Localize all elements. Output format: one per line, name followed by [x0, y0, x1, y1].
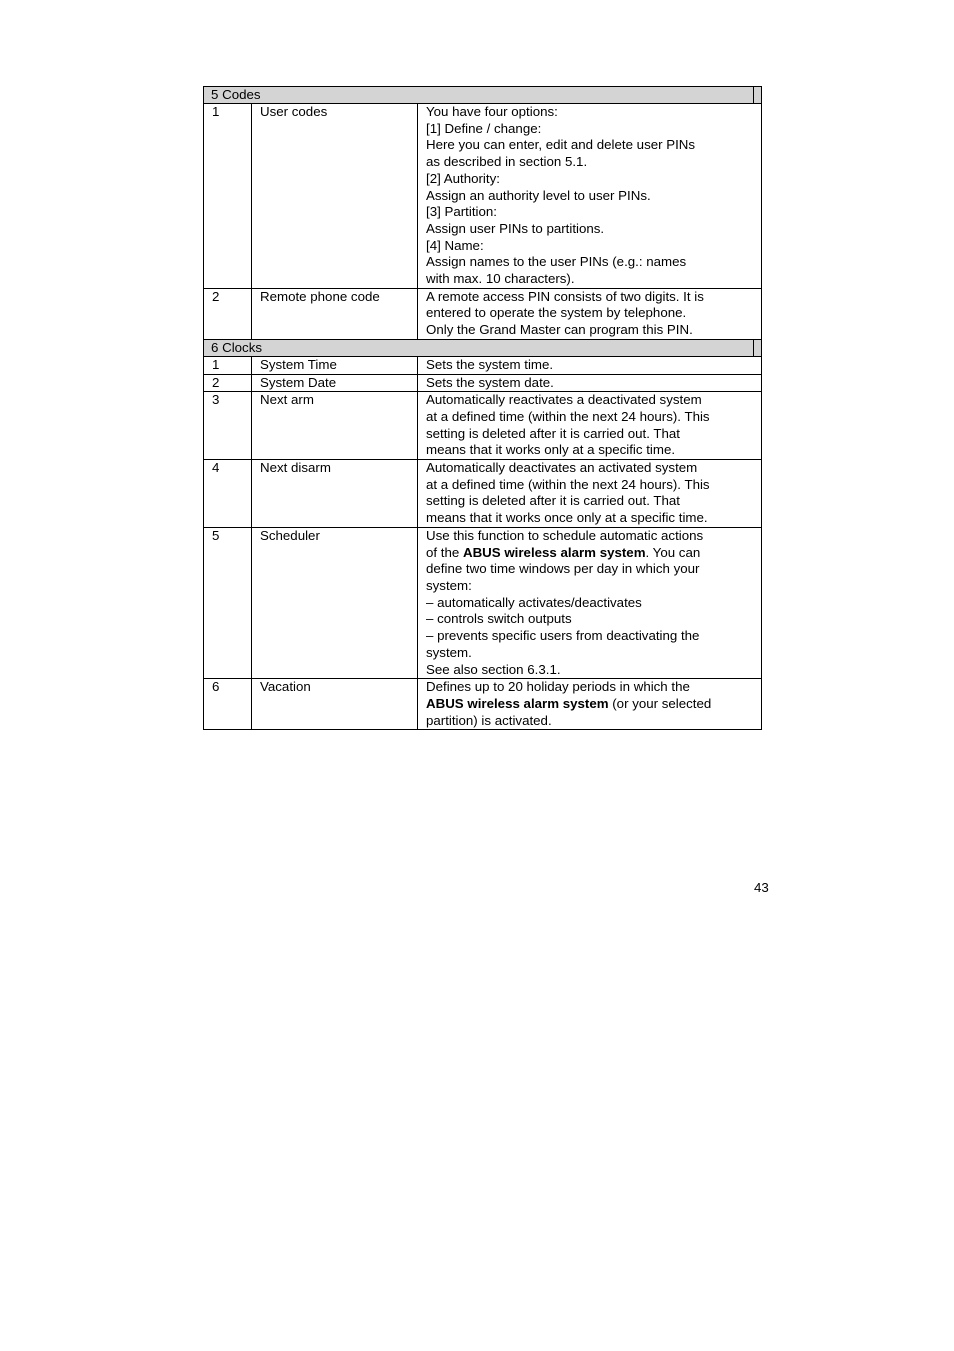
- item-number: 2: [204, 288, 252, 339]
- section-title: 6 Clocks: [211, 339, 262, 355]
- item-description: [418, 679, 762, 730]
- description-line: [426, 595, 761, 612]
- text-segment: Automatically deactivates an activated system: [426, 460, 698, 476]
- item-name: Scheduler: [252, 527, 418, 678]
- text-segment: Here you can enter, edit and delete user PINs: [426, 137, 696, 153]
- table-row: [204, 392, 762, 460]
- description-line: [426, 578, 761, 595]
- description-line: [426, 104, 761, 121]
- text-segment: at a defined time (within the next 24 hours). This: [426, 408, 710, 424]
- text-segment: – prevents specific users from deactivating the: [426, 628, 700, 644]
- item-description: [418, 374, 762, 392]
- item-number: 3: [204, 392, 252, 460]
- description-line: [426, 154, 761, 171]
- item-description: [418, 104, 762, 289]
- text-segment: partition) is activated.: [426, 712, 552, 728]
- description-line: [426, 375, 761, 392]
- description-line: [426, 357, 761, 374]
- text-segment: means that it works once only at a specific time.: [426, 510, 708, 526]
- text-segment: at a defined time (within the next 24 hours). This: [426, 476, 710, 492]
- item-name: System Time: [252, 356, 418, 374]
- description-line: [426, 628, 761, 645]
- text-segment: – controls switch outputs: [426, 611, 572, 627]
- text-segment: – automatically activates/deactivates: [426, 594, 642, 610]
- table-row: [204, 356, 762, 374]
- description-line: [426, 188, 761, 205]
- header-edge: [753, 340, 761, 356]
- text-segment: Assign user PINs to partitions.: [426, 220, 605, 236]
- text-segment: Automatically reactivates a deactivated system: [426, 392, 702, 408]
- description-line: [426, 305, 761, 322]
- text-segment: Only the Grand Master can program this PIN.: [426, 322, 693, 338]
- text-segment: system.: [426, 644, 472, 660]
- product-name-bold: ABUS wireless alarm system: [426, 695, 609, 711]
- description-line: [426, 696, 761, 713]
- text-segment: [3] Partition:: [426, 204, 497, 220]
- text-segment: Defines up to 20 holiday periods in which the: [426, 679, 690, 695]
- description-line: [426, 238, 761, 255]
- description-line: [426, 409, 761, 426]
- item-name: User codes: [252, 104, 418, 289]
- text-segment: [4] Name:: [426, 237, 484, 253]
- menu-reference-table: [203, 86, 762, 730]
- description-line: [426, 611, 761, 628]
- item-number: 1: [204, 104, 252, 289]
- item-name: Next arm: [252, 392, 418, 460]
- description-line: [426, 528, 761, 545]
- text-segment: setting is deleted after it is carried out. That: [426, 493, 681, 509]
- item-number: 1: [204, 356, 252, 374]
- item-description: [418, 527, 762, 678]
- description-line: [426, 460, 761, 477]
- description-line: [426, 645, 761, 662]
- text-segment: means that it works only at a specific time.: [426, 442, 676, 458]
- text-segment: with max. 10 characters).: [426, 271, 575, 287]
- text-segment: (or your selected: [608, 695, 712, 711]
- section-header: [204, 339, 762, 356]
- text-segment: . You can: [645, 544, 701, 560]
- item-name: Next disarm: [252, 460, 418, 528]
- item-description: [418, 460, 762, 528]
- item-name: System Date: [252, 374, 418, 392]
- table-row: [204, 460, 762, 528]
- text-segment: entered to operate the system by telephone.: [426, 305, 687, 321]
- text-segment: Assign an authority level to user PINs.: [426, 187, 651, 203]
- text-segment: system:: [426, 577, 472, 593]
- item-name: Remote phone code: [252, 288, 418, 339]
- description-line: [426, 171, 761, 188]
- table-row: [204, 104, 762, 289]
- table-body: [204, 87, 762, 730]
- description-line: [426, 561, 761, 578]
- item-number: 6: [204, 679, 252, 730]
- description-line: [426, 510, 761, 527]
- description-line: [426, 204, 761, 221]
- text-segment: Assign names to the user PINs (e.g.: names: [426, 254, 687, 270]
- item-number: 5: [204, 527, 252, 678]
- description-line: [426, 442, 761, 459]
- text-segment: A remote access PIN consists of two digits. It is: [426, 288, 704, 304]
- description-line: [426, 426, 761, 443]
- section-title: 5 Codes: [211, 87, 261, 102]
- description-line: [426, 254, 761, 271]
- table-row: [204, 679, 762, 730]
- text-segment: setting is deleted after it is carried out. That: [426, 425, 681, 441]
- description-line: [426, 477, 761, 494]
- item-description: [418, 356, 762, 374]
- text-segment: [1] Define / change:: [426, 120, 542, 136]
- description-line: [426, 322, 761, 339]
- table-row: [204, 527, 762, 678]
- item-number: 2: [204, 374, 252, 392]
- text-segment: Sets the system time.: [426, 356, 554, 372]
- description-line: [426, 392, 761, 409]
- section-header: [204, 87, 762, 104]
- text-segment: as described in section 5.1.: [426, 154, 588, 170]
- description-line: [426, 271, 761, 288]
- text-segment: See also section 6.3.1.: [426, 661, 561, 677]
- table-row: [204, 374, 762, 392]
- product-name-bold: ABUS wireless alarm system: [462, 544, 646, 560]
- section-header-row: [204, 339, 762, 356]
- description-line: [426, 289, 761, 306]
- text-segment: You have four options:: [426, 104, 558, 119]
- text-segment: [2] Authority:: [426, 170, 500, 186]
- description-line: [426, 137, 761, 154]
- page-number: 43: [754, 880, 769, 895]
- table-row: [204, 288, 762, 339]
- section-header-row: [204, 87, 762, 104]
- description-line: [426, 662, 761, 679]
- item-description: [418, 392, 762, 460]
- item-description: [418, 288, 762, 339]
- text-segment: Use this function to schedule automatic actions: [426, 527, 704, 543]
- description-line: [426, 713, 761, 730]
- description-line: [426, 545, 761, 562]
- header-edge: [753, 87, 761, 103]
- text-segment: of the: [426, 544, 463, 560]
- description-line: [426, 221, 761, 238]
- description-line: [426, 493, 761, 510]
- description-line: [426, 679, 761, 696]
- item-name: Vacation: [252, 679, 418, 730]
- text-segment: Sets the system date.: [426, 374, 554, 390]
- item-number: 4: [204, 460, 252, 528]
- text-segment: define two time windows per day in which your: [426, 561, 700, 577]
- description-line: [426, 121, 761, 138]
